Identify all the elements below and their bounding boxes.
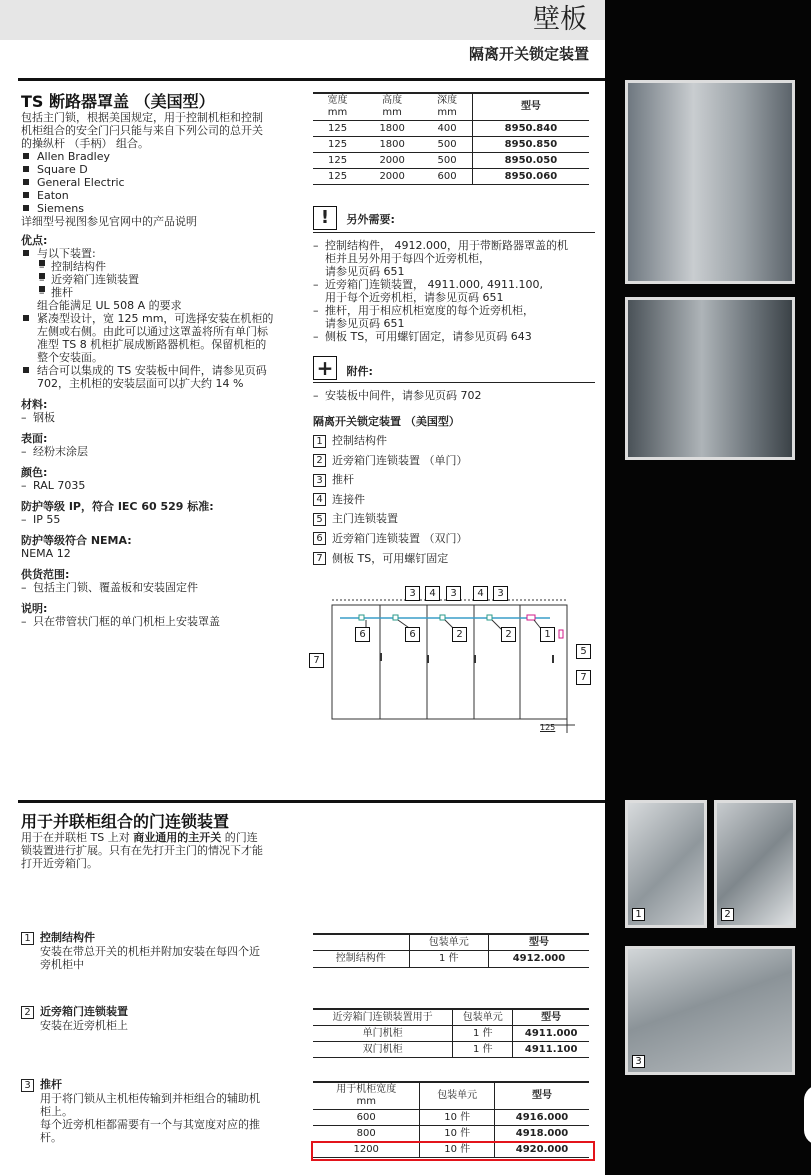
item-door-interlock: 2 近旁箱门连锁装置 安装在近旁机柜上 (21, 1005, 306, 1032)
diagram-tag: 6 (405, 627, 420, 642)
diagram-tag: 4 (425, 586, 440, 601)
list-item: – 推杆，用于相应机柜宽度的每个近旁机柜， 请参见页码 651 (313, 304, 595, 330)
product-photo (625, 80, 795, 284)
ip-value: – IP 55 (21, 513, 306, 526)
also-required-title: 另外需要: (346, 213, 395, 226)
item-control-structure: 1 控制结构件 安装在带总开关的机柜并附加安装在每四个近 旁机柜中 (21, 931, 306, 971)
legend-item: 6 近旁箱门连锁装置 （双门） (313, 532, 595, 552)
brand-list (21, 150, 306, 215)
dim-label: 125 (540, 723, 556, 732)
table-door-interlock: 近旁箱门连锁装置用于 包装单元 型号 单门机柜 1 件 4911.000 双门机柜 1 件 4911.100 (313, 1008, 589, 1058)
surface-label: 表面: (21, 432, 48, 445)
legend-item: 1 控制结构件 (313, 434, 595, 454)
table-row: 600 10 件 4916.000 (313, 1110, 589, 1126)
photo-label: 2 (721, 908, 734, 921)
scope-value: – 包括主门锁、覆盖板和安装固定件 (21, 581, 306, 594)
photo-label: 1 (632, 908, 645, 921)
product-title: TS 断路器罩盖 （美国型） (21, 92, 215, 111)
table-row: 800 10 件 4918.000 (313, 1126, 589, 1142)
highlight-box (311, 1141, 595, 1161)
product-photo (625, 946, 795, 1075)
table-row: 控制结构件 1 件 4912.000 (313, 951, 589, 968)
brand-item: Allen Bradley (21, 150, 306, 163)
brand-item: Eaton (21, 189, 306, 202)
bottom-intro: 用于并联柜组合的门连锁装置 用于在并联柜 TS 上对 商业通用的主开关 的门连 锁装置进行扩展。只有在先打开主门的情况下才能 打开近旁箱门。 (21, 812, 306, 870)
section-rule (18, 800, 605, 803)
surface-value: – 经粉末涂层 (21, 445, 306, 458)
list-item: – 安装板中间件，请参见页码 702 (313, 389, 595, 402)
note-label: 说明: (21, 602, 48, 615)
diagram-tag: 2 (452, 627, 467, 642)
table-push-rod: 用于机柜宽度 mm 包装单元 型号 600 10 件 4916.000 800 10 件 4918.000 1200 10 件 4920.000 (313, 1081, 589, 1158)
legend-item: 3 推杆 (313, 473, 595, 493)
legend-item: 2 近旁箱门连锁装置 （单门） (313, 454, 595, 474)
bottom-title: 用于并联柜组合的门连锁装置 (21, 812, 230, 831)
list-item: – 控制结构件， 4912.000，用于带断路器罩盖的机 柜并且另外用于每四个近旁机柜， 请参见页码 651 (313, 239, 595, 278)
diagram-tag: 1 (540, 627, 555, 642)
diagram-tag: 3 (446, 586, 461, 601)
diagram-tag: 6 (355, 627, 370, 642)
warning-icon: ! (313, 206, 337, 230)
photo-label: 3 (632, 1055, 645, 1068)
material-value: – 钢板 (21, 411, 306, 424)
product-intro: 包括主门锁，根据美国规定，用于控制机柜和控制 机柜组合的安全门闩只能与来自下列公司的总开关 的操纵杆 （手柄） 组合。 (21, 111, 263, 150)
color-value: – RAL 7035 (21, 479, 306, 492)
table-row: 1200 10 件 4920.000 (313, 1142, 589, 1158)
advantages-label: 优点: (21, 234, 48, 247)
legend (313, 415, 595, 571)
table-row: 125 2000 600 8950.060 (313, 169, 589, 185)
diagram-tag: 5 (576, 644, 591, 659)
table-row: 125 1800 400 8950.840 (313, 121, 589, 137)
section-subtitle: 隔离开关锁定装置 (468, 45, 589, 63)
header-bar (0, 0, 605, 40)
list-item: – 侧板 TS，可用螺钉固定，请参见页码 643 (313, 330, 595, 343)
diagram-tag: 3 (493, 586, 508, 601)
diagram-tag: 2 (501, 627, 516, 642)
legend-item: 5 主门连锁装置 (313, 512, 595, 532)
also-required (313, 206, 595, 343)
legend-item: 7 侧板 TS，可用螺钉固定 (313, 552, 595, 572)
table-row: 125 1800 500 8950.850 (313, 137, 589, 153)
spec-pn-header: 型号 (472, 93, 589, 121)
page-tab-circle (804, 1085, 811, 1145)
list-item: – 近旁箱门连锁装置， 4911.000, 4911.100, 用于每个近旁机柜，请参见页码 651 (313, 278, 595, 304)
brand-item: Siemens (21, 202, 306, 215)
product-photo (625, 297, 795, 460)
product-photo (625, 800, 707, 928)
spec-table: 宽度 mm 高度 mm 深度 mm 型号 125 1800 400 8950.840 125 1800 500 8950.850 125 2000 500 8950.050 125 2000 600 8950.060 (313, 92, 589, 185)
cabinet-diagram (305, 583, 595, 738)
diagram-lines (305, 583, 595, 738)
item-push-rod: 3 推杆 用于将门锁从主机柜传输到并柜组合的辅助机 柜上。 每个近旁机柜都需要有一个与其宽度对应的推 杆。 (21, 1078, 306, 1144)
table-control-structure: 包装单元 型号 控制结构件 1 件 4912.000 (313, 933, 589, 968)
accessories (313, 356, 595, 402)
header-rule (18, 78, 605, 81)
scope-label: 供货范围: (21, 568, 70, 581)
brand-item: Square D (21, 163, 306, 176)
plus-icon: + (313, 356, 337, 380)
product-photo (714, 800, 796, 928)
product-description (21, 92, 306, 628)
detail-note: 详细型号视图参见官网中的产品说明 (21, 215, 197, 228)
diagram-tag: 7 (576, 670, 591, 685)
bottom-intro-text: 用于在并联柜 TS 上对 商业通用的主开关 的门连 (21, 831, 258, 844)
diagram-tag: 7 (309, 653, 324, 668)
table-row: 125 2000 500 8950.050 (313, 153, 589, 169)
legend-title: 隔离开关锁定装置 （美国型） (313, 415, 460, 428)
table-row: 双门机柜 1 件 4911.100 (313, 1042, 589, 1058)
nema-value: NEMA 12 (21, 547, 71, 560)
legend-item: 4 连接件 (313, 493, 595, 513)
advantages-list: 与以下装置: – 控制结构件 – 近旁箱门连锁装置 – 推杆 组合能满足 UL 508 A 的要求 紧凑型设计，宽 125 mm，可选择安装在机柜的 左侧或右侧。由此可以通过这罩盖将所有单门标 准型 TS 8 机柜扩展成断路器机柜。保留机柜的 整个安装面。 结合可以集成的 TS 安装板中间件，请参见页码 702，主机柜的安装层面可以扩大约 14 % (21, 247, 306, 390)
brand-item: General Electric (21, 176, 306, 189)
ip-label: 防护等级 IP，符合 IEC 60 529 标准: (21, 500, 214, 513)
page-title: 壁板 (533, 4, 587, 35)
accessories-title: 附件: (346, 365, 373, 378)
table-row: 单门机柜 1 件 4911.000 (313, 1026, 589, 1042)
color-label: 颜色: (21, 466, 48, 479)
diagram-tag: 3 (405, 586, 420, 601)
nema-label: 防护等级符合 NEMA: (21, 534, 132, 547)
material-label: 材料: (21, 398, 48, 411)
diagram-tag: 4 (473, 586, 488, 601)
note-value: – 只在带管状门框的单门机柜上安装罩盖 (21, 615, 306, 628)
